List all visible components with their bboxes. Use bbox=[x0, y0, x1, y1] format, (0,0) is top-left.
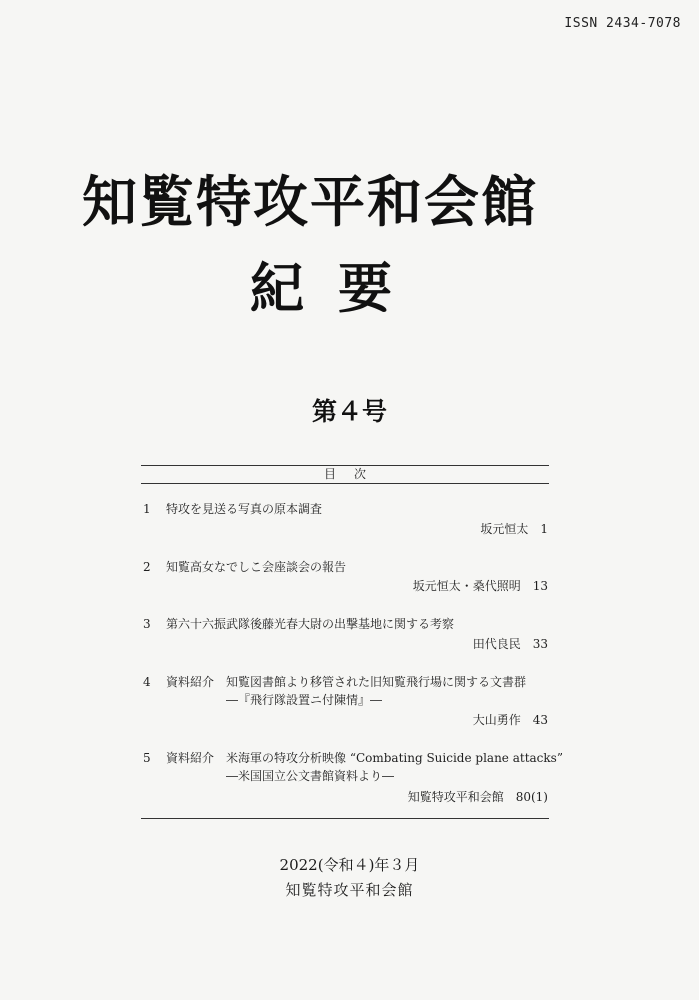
toc-entry-author: 知覧特攻平和会館 bbox=[407, 790, 504, 804]
toc-entry-title: 資料紹介 米海軍の特攻分析映像 “Combating Suicide plane attacks” bbox=[166, 751, 563, 765]
toc-entry-author: 大山勇作 bbox=[472, 713, 521, 727]
publication-date: 2022(令和４)年３月 bbox=[279, 856, 420, 874]
publisher-name: 知覧特攻平和会館 bbox=[285, 881, 414, 899]
toc-heading: 目次 bbox=[323, 467, 384, 481]
toc-entry-author: 坂元恒太・桑代照明 bbox=[412, 579, 521, 593]
toc-bottom-rule bbox=[141, 818, 549, 819]
toc-entry-title: 第六十六振武隊後藤光春大尉の出撃基地に関する考察 bbox=[166, 617, 455, 631]
toc-entry-subtitle: ―『飛行隊設置ニ付陳情』― bbox=[226, 693, 383, 707]
toc-entry-byline bbox=[480, 521, 548, 537]
journal-subtitle: 紀要 bbox=[250, 256, 426, 320]
toc-entry-number: 3 bbox=[143, 617, 151, 631]
toc-entry-number: 5 bbox=[143, 751, 151, 765]
toc-entry-subtitle: ―米国国立公文書館資料より― bbox=[226, 769, 395, 783]
issue-number: 第４号 bbox=[311, 397, 387, 426]
toc-entry-byline bbox=[413, 578, 548, 594]
toc-heading-rule bbox=[141, 483, 549, 484]
toc-entry-author: 坂元恒太 bbox=[480, 522, 529, 536]
toc-entry-byline bbox=[408, 789, 548, 805]
toc-entry-title: 知覧高女なでしこ会座談会の報告 bbox=[166, 560, 347, 574]
toc-entry-title: 特攻を見送る写真の原本調査 bbox=[166, 502, 323, 516]
toc-entry-page: 1 bbox=[540, 522, 548, 536]
toc-entry-byline bbox=[473, 636, 548, 652]
toc-entry-author: 田代良民 bbox=[472, 637, 521, 651]
toc-entry-number: 4 bbox=[143, 675, 151, 689]
toc-entry-page: 43 bbox=[532, 713, 548, 727]
toc-entry-page: 13 bbox=[532, 579, 548, 593]
issn-number: ISSN 2434-7078 bbox=[564, 16, 681, 31]
toc-entry-number: 1 bbox=[143, 502, 151, 516]
toc-entry-byline bbox=[473, 712, 548, 728]
journal-title: 知覧特攻平和会館 bbox=[82, 169, 539, 234]
toc-entry-page: 33 bbox=[532, 637, 548, 651]
toc-entry-number: 2 bbox=[143, 560, 151, 574]
toc-entry-title: 資料紹介 知覧図書館より移管された旧知覧飛行場に関する文書群 bbox=[166, 675, 527, 689]
toc-entry-page: 80(1) bbox=[515, 790, 548, 804]
